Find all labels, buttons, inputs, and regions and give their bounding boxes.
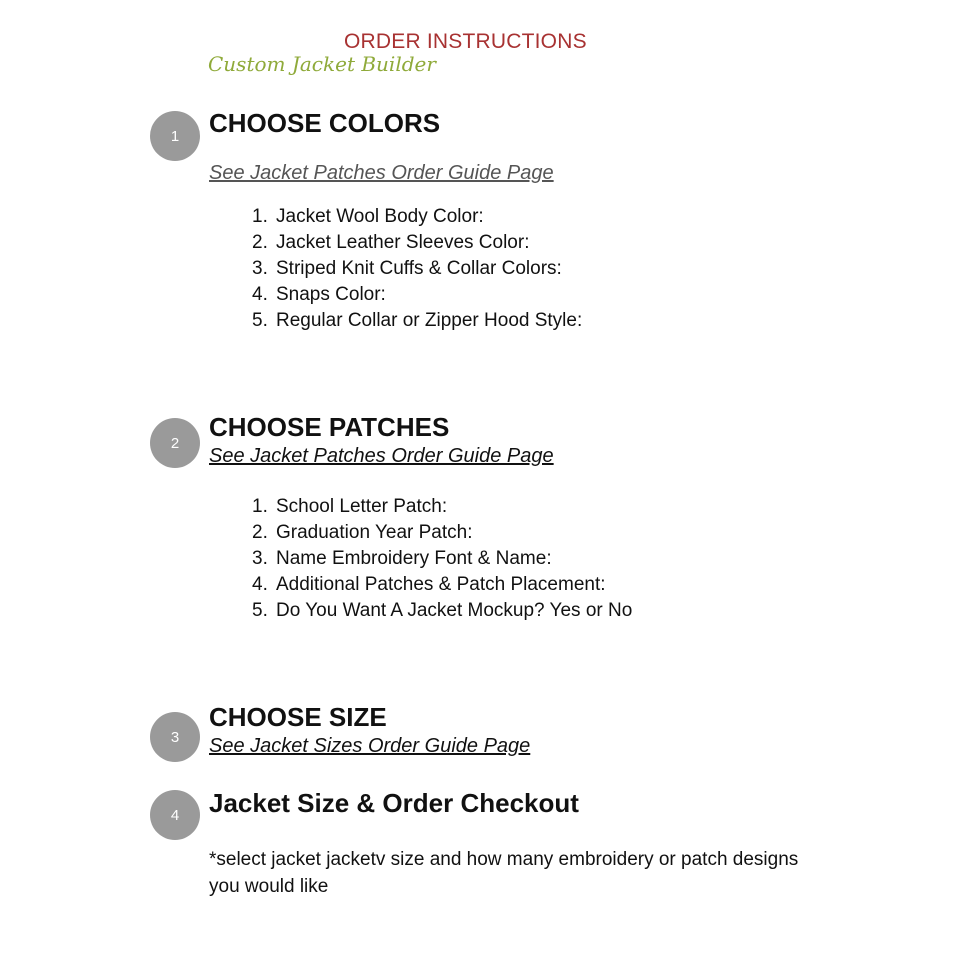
list-number: 2. xyxy=(252,232,268,253)
list-item xyxy=(252,256,582,282)
list-item xyxy=(252,230,582,256)
list-item xyxy=(252,546,632,572)
step-2-title: CHOOSE PATCHES xyxy=(209,412,450,442)
list-item-label: Jacket Leather Sleeves Color: xyxy=(276,232,530,253)
list-item-label: Striped Knit Cuffs & Collar Colors: xyxy=(276,258,562,279)
checkout-note: *select jacket jacketv size and how many embroidery or patch designs you would like xyxy=(209,849,799,897)
step-3-title: CHOOSE SIZE xyxy=(209,702,387,732)
list-item-label: Regular Collar or Zipper Hood Style: xyxy=(276,310,583,331)
list-item-label: Do You Want A Jacket Mockup? Yes or No xyxy=(276,600,633,621)
patches-guide-link[interactable]: See Jacket Patches Order Guide Page xyxy=(209,445,554,467)
list-number: 3. xyxy=(252,258,268,279)
sizes-guide-link[interactable]: See Jacket Sizes Order Guide Page xyxy=(209,735,531,757)
step-4-badge: 4 xyxy=(150,790,200,840)
list-item xyxy=(252,308,583,334)
list-item-label: Jacket Wool Body Color: xyxy=(276,206,484,227)
list-item-label: Graduation Year Patch: xyxy=(276,522,473,543)
list-number: 5. xyxy=(252,310,268,331)
step-2-badge: 2 xyxy=(150,418,200,468)
list-item xyxy=(252,494,632,520)
list-number: 2. xyxy=(252,522,268,543)
list-number: 1. xyxy=(252,496,268,517)
step-3-badge: 3 xyxy=(150,712,200,762)
list-number: 5. xyxy=(252,600,268,621)
list-item-label: Additional Patches & Patch Placement: xyxy=(276,574,606,595)
patches-field-list xyxy=(252,494,633,624)
step-1-title: CHOOSE COLORS xyxy=(209,108,441,138)
list-number: 1. xyxy=(252,206,268,227)
list-item xyxy=(252,598,633,624)
list-item-label: School Letter Patch: xyxy=(276,496,448,517)
step-4-title: Jacket Size & Order Checkout xyxy=(209,788,579,818)
page-title: ORDER INSTRUCTIONS xyxy=(344,30,587,53)
brand-logo: Custom Jacket Builder xyxy=(208,52,436,76)
list-number: 4. xyxy=(252,574,268,595)
list-number: 4. xyxy=(252,284,268,305)
list-item xyxy=(252,282,582,308)
colors-field-list xyxy=(252,204,583,334)
colors-guide-link[interactable]: See Jacket Patches Order Guide Page xyxy=(209,162,554,184)
list-item-label: Name Embroidery Font & Name: xyxy=(276,548,552,569)
step-1-badge: 1 xyxy=(150,111,200,161)
list-item xyxy=(252,572,632,598)
list-number: 3. xyxy=(252,548,268,569)
list-item xyxy=(252,520,632,546)
list-item-label: Snaps Color: xyxy=(276,284,386,305)
list-item xyxy=(252,204,582,230)
